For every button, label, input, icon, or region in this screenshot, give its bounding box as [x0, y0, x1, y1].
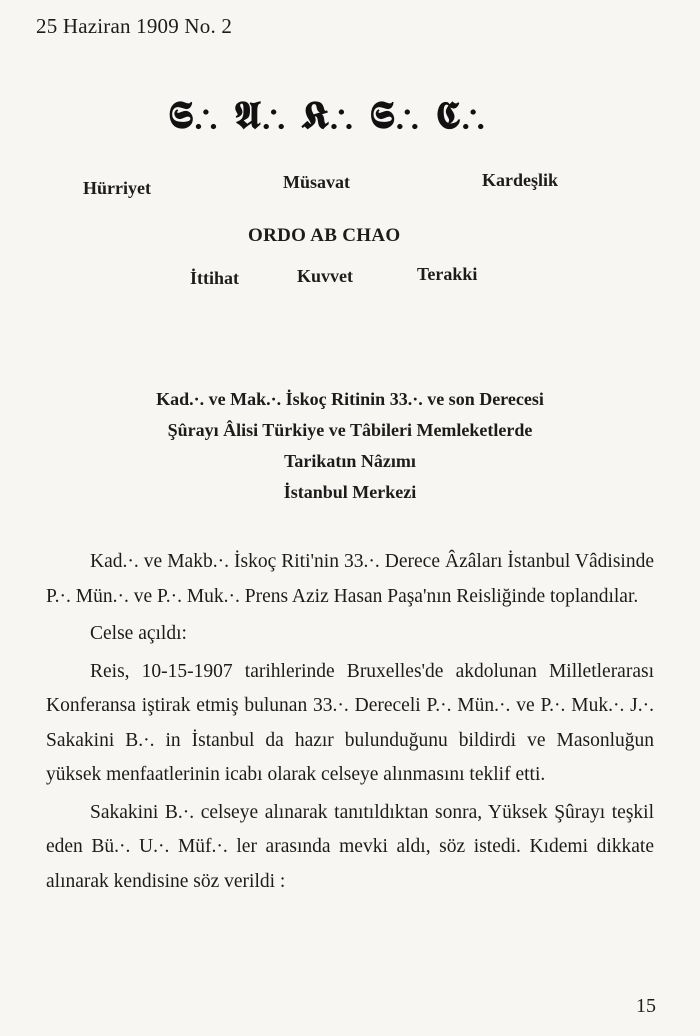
body-paragraph: Sakakini B.·. celseye alınarak tanıtıldıktan sonra, Yüksek Şûrayı teşkil eden Bü.·. U.·. Müf.·. ler arasında mevki aldı, söz istedi. Kıdemi dikkate alınarak kendisine söz verildi : — [46, 801, 654, 892]
body-paragraph: Celse açıldı: — [90, 623, 187, 644]
motto-terakki: Terakki — [417, 264, 478, 284]
body-text — [46, 545, 654, 902]
motto-musavat: Müsavat — [283, 172, 350, 192]
motto-kuvvet: Kuvvet — [297, 266, 353, 286]
title-line: İstanbul Merkezi — [283, 482, 417, 502]
date-header: 25 Haziran 1909 No. 2 — [36, 14, 233, 38]
motto-hurriyet: Hürriyet — [83, 178, 151, 198]
title-line: Tarikatın Nâzımı — [284, 451, 416, 471]
document-title — [60, 384, 640, 508]
emblem-initials: 𝕾∴ 𝕬∴ 𝕶∴ 𝕾∴ 𝕮∴ — [168, 92, 486, 137]
title-line: Kad.·. ve Mak.·. İskoç Ritinin 33.·. ve son Derecesi — [156, 389, 544, 409]
motto-kardeslik: Kardeşlik — [482, 170, 559, 190]
title-line: Şûrayı Âlisi Türkiye ve Tâbileri Memleketlerde — [167, 420, 533, 440]
ordo-ab-chao-heading: ORDO AB CHAO — [248, 225, 401, 246]
body-paragraph: Kad.·. ve Makb.·. İskoç Riti'nin 33.·. Derece Âzâları İstanbul Vâdisinde P.·. Mün.·. ve P.·. Muk.·. Prens Aziz Hasan Paşa'nın Reisliğinde toplandılar. — [46, 551, 654, 607]
motto-ittihat: İttihat — [190, 268, 239, 288]
body-paragraph: Reis, 10-15-1907 tarihlerinde Bruxelles'de akdolunan Milletlerarası Konferansa iştirak etmiş bulunan 33.·. Dereceli P.·. Mün.·. ve P.·. Muk.·. J.·. Sakakini B.·. in İstanbul da hazır bulunduğunu bildirdi ve Masonluğun yüksek menfaatlerinin icabı olarak celseye alınmasını teklif etti. — [46, 660, 654, 785]
page-number: 15 — [636, 995, 656, 1017]
